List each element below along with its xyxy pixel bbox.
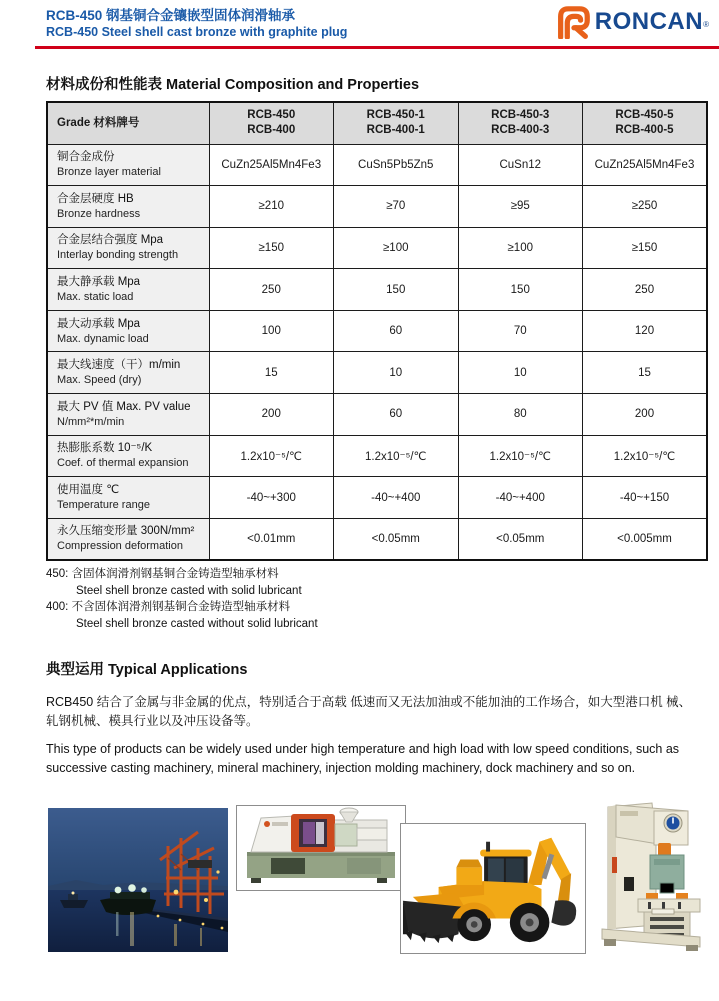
row-label-cell: [47, 186, 209, 228]
table-row: [47, 435, 707, 477]
table-cell: ≥250: [583, 186, 708, 228]
header-divider-rule: [35, 46, 719, 49]
table-cell: CuSn12: [458, 144, 583, 186]
table-cell: ≥150: [583, 227, 708, 269]
night-port-dock-photo: [48, 808, 228, 952]
row-label-zh: 最大线速度（干）m/min: [57, 359, 181, 372]
table-cell: <0.01mm: [209, 518, 334, 560]
properties-table: [46, 101, 708, 561]
column-header: [458, 102, 583, 144]
table-cell: CuZn25Al5Mn4Fe3: [209, 144, 334, 186]
table-cell: 200: [583, 394, 708, 436]
row-label-zh: 最大静承载 Mpa: [57, 276, 141, 289]
registered-mark: ®: [703, 19, 709, 29]
table-cell: 250: [583, 269, 708, 311]
table-row: [47, 227, 707, 269]
table-cell: <0.05mm: [334, 518, 459, 560]
note-400-en: Steel shell bronze casted without solid lubricant: [76, 617, 318, 630]
table-cell: 10: [334, 352, 459, 394]
row-label-en: Max. static load: [57, 291, 134, 304]
row-label-zh: 热膨胀系数 10⁻⁵/K: [57, 442, 153, 455]
row-label-cell: [47, 269, 209, 311]
table-cell: -40~+150: [583, 477, 708, 519]
table-cell: 60: [334, 310, 459, 352]
table-cell: ≥100: [458, 227, 583, 269]
table-cell: ≥210: [209, 186, 334, 228]
table-cell: 250: [209, 269, 334, 311]
row-label-en: N/mm²*m/min: [57, 415, 125, 428]
table-cell: 150: [334, 269, 459, 311]
column-header: [334, 102, 459, 144]
table-cell: 10: [458, 352, 583, 394]
note-450-zh: 450: 含固体润滑剂钢基铜合金铸造型轴承材料: [46, 568, 279, 580]
logo-wordmark: RONCAN: [594, 8, 704, 35]
injection-molding-machine-photo: [236, 805, 406, 891]
row-label-zh: 铜合金成份: [57, 151, 115, 164]
row-label-cell: [47, 394, 209, 436]
table-cell: ≥95: [458, 186, 583, 228]
row-label-cell: [47, 227, 209, 269]
table-cell: -40~+300: [209, 477, 334, 519]
row-label-cell: [47, 352, 209, 394]
column-header: [209, 102, 334, 144]
table-row: [47, 310, 707, 352]
table-cell: <0.05mm: [458, 518, 583, 560]
table-row: [47, 394, 707, 436]
row-label-en: Temperature range: [57, 499, 150, 512]
table-cell: ≥100: [334, 227, 459, 269]
row-label-zh: 合金层硬度 HB: [57, 192, 134, 205]
note-450-en: Steel shell bronze casted with solid lubricant: [76, 584, 302, 597]
row-label-cell: [47, 310, 209, 352]
column-header-line1: RCB-450: [247, 109, 296, 122]
table-row: [47, 477, 707, 519]
table-cell: CuSn5Pb5Zn5: [334, 144, 459, 186]
row-label-zh: 最大 PV 值 Max. PV value: [57, 400, 191, 413]
backhoe-loader-photo: [400, 823, 586, 954]
row-label-en: Max. dynamic load: [57, 332, 149, 345]
table-cell: 150: [458, 269, 583, 311]
roncan-logo: [554, 5, 709, 39]
row-label-zh: 永久压缩变形量 300N/mm²: [57, 525, 195, 538]
page-title-en: RCB-450 Steel shell cast bronze with graphite plug: [46, 25, 348, 39]
row-label-cell: [47, 144, 209, 186]
table-cell: 120: [583, 310, 708, 352]
row-label-cell: [47, 477, 209, 519]
table-cell: 1.2x10⁻⁵/℃: [209, 435, 334, 477]
column-header-line2: RCB-400-3: [491, 124, 550, 137]
applications-paragraph-zh: RCB450 结合了金属与非金属的优点，特别适合于高载 低速而又无法加油或不能加油的工作场合，如大型港口机 械、轧钢机械、模具行业以及冲压设备等。: [46, 695, 692, 728]
row-label-en: Coef. of thermal expansion: [57, 457, 189, 470]
table-cell: ≥150: [209, 227, 334, 269]
note-400-zh: 400: 不含固体润滑剂钢基铜合金铸造型轴承材料: [46, 601, 291, 613]
row-label-cell: [47, 435, 209, 477]
roncan-r-icon: [554, 5, 592, 39]
column-header: [583, 102, 708, 144]
row-label-en: Compression deformation: [57, 540, 183, 553]
table-cell: 200: [209, 394, 334, 436]
table-cell: 1.2x10⁻⁵/℃: [583, 435, 708, 477]
punch-press-photo: [594, 797, 713, 958]
table-row: [47, 352, 707, 394]
table-cell: ≥70: [334, 186, 459, 228]
table-cell: 15: [583, 352, 708, 394]
table-notes: [46, 566, 318, 632]
table-cell: CuZn25Al5Mn4Fe3: [583, 144, 708, 186]
table-cell: -40~+400: [334, 477, 459, 519]
applications-paragraph-en: This type of products can be widely used under high temperature and high load with low speed conditions, such as successive casting machinery, mineral machinery, injection molding machinery, dock machinery and so on.: [46, 742, 680, 775]
table-cell: 80: [458, 394, 583, 436]
column-header-line2: RCB-400-1: [366, 124, 425, 137]
applications-section-title: 典型运用 Typical Applications: [46, 662, 248, 678]
row-label-zh: 最大动承载 Mpa: [57, 317, 141, 330]
table-cell: 15: [209, 352, 334, 394]
table-row: [47, 144, 707, 186]
column-header-line1: RCB-450-5: [615, 109, 674, 122]
table-cell: 60: [334, 394, 459, 436]
composition-section-title: 材料成份和性能表 Material Composition and Properties: [46, 77, 420, 93]
row-label-en: Interlay bonding strength: [57, 249, 179, 262]
table-row: [47, 269, 707, 311]
table-cell: 1.2x10⁻⁵/℃: [458, 435, 583, 477]
table-row: [47, 518, 707, 560]
row-label-en: Bronze hardness: [57, 207, 141, 220]
page-title-zh: RCB-450 钢基铜合金镶嵌型固体润滑轴承: [46, 8, 296, 23]
column-header-line2: RCB-400: [247, 124, 296, 137]
table-cell: <0.005mm: [583, 518, 708, 560]
row-label-cell: [47, 518, 209, 560]
row-label-zh: 合金层结合强度 Mpa: [57, 234, 164, 247]
table-cell: 100: [209, 310, 334, 352]
table-cell: 70: [458, 310, 583, 352]
table-row: [47, 186, 707, 228]
page-header: [46, 7, 347, 40]
grade-header-cell: Grade 材料牌号: [47, 102, 209, 144]
table-cell: 1.2x10⁻⁵/℃: [334, 435, 459, 477]
column-header-line1: RCB-450-3: [491, 109, 550, 122]
column-header-line2: RCB-400-5: [615, 124, 674, 137]
table-header-row: [47, 102, 707, 144]
row-label-en: Bronze layer material: [57, 166, 161, 179]
column-header-line1: RCB-450-1: [366, 109, 425, 122]
table-cell: -40~+400: [458, 477, 583, 519]
row-label-zh: 使用温度 ℃: [57, 484, 120, 497]
row-label-en: Max. Speed (dry): [57, 374, 142, 387]
